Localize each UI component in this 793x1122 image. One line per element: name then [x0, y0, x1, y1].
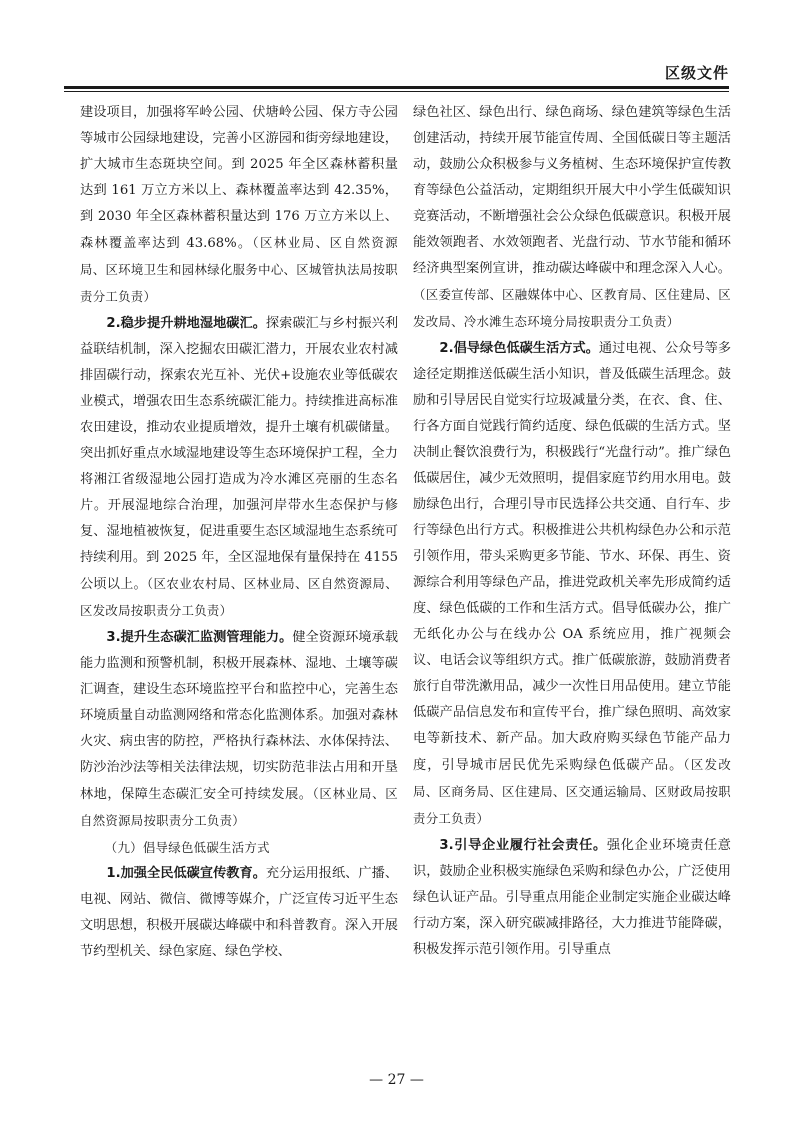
item-heading: 1.加强全民低碳宣传教育。 — [106, 866, 266, 881]
header-rule — [64, 86, 729, 89]
responsibility-note: （区林业局、区自然资源局、区环境卫生和园林绿化服务中心、区城管执法局按职责分工负责） — [80, 235, 398, 304]
paragraph — [80, 625, 398, 835]
responsibility-note: （区农业农村局、区林业局、区自然资源局、区发改局按职责分工负责） — [80, 576, 398, 618]
item-heading: 3.提升生态碳汇监测管理能力。 — [106, 630, 293, 645]
header-title: 区级文件 — [664, 64, 729, 82]
responsibility-note: （区林业局、区自然资源局按职责分工负责） — [80, 786, 399, 828]
page-number: — 27 — — [369, 1072, 424, 1088]
paragraph-text: 探索碳汇与乡村振兴利益联结机制，深入挖掘农田碳汇潜力，开展农业农村减排固碳行动，探索农光互补、光伏+设施农业等低碳农业模式，增强农田生态系统碳汇能力。持续推进高标准农田建设，推动农业提质增效，提升土壤有机碳储量。突出抓好重点水域湿地建设等生态环境保护工程，全力将湘江省级湿地公园打造成为冷水滩区亮丽的生态名片。开展湿地综合治理，加强河岸带水生态保护与修复、湿地植被恢复，促进重要生态区域湿地生态系统可持续利用。到 2025 年，全区湿地保有量保持在 4155 公顷以上。 — [80, 316, 399, 592]
item-heading: 3.引导企业履行社会责任。 — [439, 838, 607, 853]
paragraph — [80, 311, 398, 625]
left-column — [80, 100, 398, 965]
paragraph-text: 建设项目，加强将军岭公园、伏塘岭公园、保方寺公园等城市公园绿地建设，完善小区游园和街旁绿地建设，扩大城市生态斑块空间。到 2025 年全区森林蓄积量达到 161 万立方米以上、森林覆盖率达到 42.35%，到 2030 年全区森林蓄积量达到 176 万立方米以上、森林覆盖率达到 43.68%。 — [80, 105, 398, 251]
paragraph — [413, 100, 731, 336]
right-column — [413, 100, 731, 963]
header-rule-thin — [64, 91, 729, 92]
paragraph-text: 通过电视、公众号等多途径定期推送低碳生活小知识，普及低碳生活理念。鼓励和引导居民自觉实行垃圾减量分类，在衣、食、住、行各方面自觉践行简约适度、绿色低碳的生活方式。坚决制止餐饮浪费行为，积极践行“光盘行动”。推广绿色低碳居住，减少无效照明，提倡家庭节约用水用电。鼓励绿色出行，合理引导市民选择公共交通、自行车、步行等绿色出行方式。积极推进公共机构绿色办公和示范引领作用，带头采购更多节能、节水、环保、再生、资源综合利用等绿色产品，推进党政机关率先形成简约适度、绿色低碳的工作和生活方式。倡导低碳办公，推广无纸化办公与在线办公 OA 系统应用，推广视频会议、电话会议等组织方式。推广低碳旅游，鼓励消费者旅行自带洗漱用品，减少一次性日用品使用。建立节能低碳产品信息发布和宣传平台，推广绿色照明、高效家电等新技术、新产品。加大政府购买绿色节能产品力度，引导城市居民优先采购绿色低碳产品。 — [413, 341, 732, 773]
item-heading: 2.稳步提升耕地湿地碳汇。 — [106, 316, 266, 331]
item-heading: 2.倡导绿色低碳生活方式。 — [439, 341, 599, 356]
paragraph — [413, 833, 731, 963]
paragraph-text: 绿色社区、绿色出行、绿色商场、绿色建筑等绿色生活创建活动，持续开展节能宣传周、全国低碳日等主题活动，鼓励公众积极参与义务植树、生态环境保护宣传教育等绿色公益活动，定期组织开展大中小学生低碳知识竞赛活动，不断增强社会公众绿色低碳意识。积极开展能效领跑者、水效领跑者、光盘行动、节水节能和循环经济典型案例宣讲，推动碳达峰碳中和理念深入人心。 — [413, 105, 731, 276]
responsibility-note: （区委宣传部、区融媒体中心、区教育局、区住建局、区发改局、冷水滩生态环境分局按职责分工负责） — [413, 287, 731, 329]
paragraph — [413, 336, 731, 833]
responsibility-note: （区发改局、区商务局、区住建局、区交通运输局、区财政局按职责分工负责） — [413, 757, 732, 826]
section-heading: （九）倡导绿色低碳生活方式 — [104, 840, 270, 855]
paragraph — [80, 100, 398, 311]
paragraph-text: 强化企业环境责任意识，鼓励企业积极实施绿色采购和绿色办公，广泛使用绿色认证产品。引导重点用能企业制定实施企业碳达峰行动方案，深入研究碳减排路径，大力推进节能降碳，积极发挥示范引领作用。引导重点 — [413, 838, 731, 957]
paragraph — [80, 861, 398, 965]
paragraph-text: 健全资源环境承载能力监测和预警机制，积极开展森林、湿地、土壤等碳汇调查，建设生态环境监控平台和监控中心，完善生态环境质量自动监测网络和常态化监测体系。加强对森林火灾、病虫害的防控，严格执行森林法、水体保持法、防沙治沙法等相关法律法规，切实防范非法占用和开垦林地，保障生态碳汇安全可持续发展。 — [80, 630, 399, 802]
paragraph-text: 充分运用报纸、广播、电视、网站、微信、微博等媒介，广泛宣传习近平生态文明思想，积极开展碳达峰碳中和科普教育。深入开展节约型机关、绿色家庭、绿色学校、 — [80, 866, 399, 959]
